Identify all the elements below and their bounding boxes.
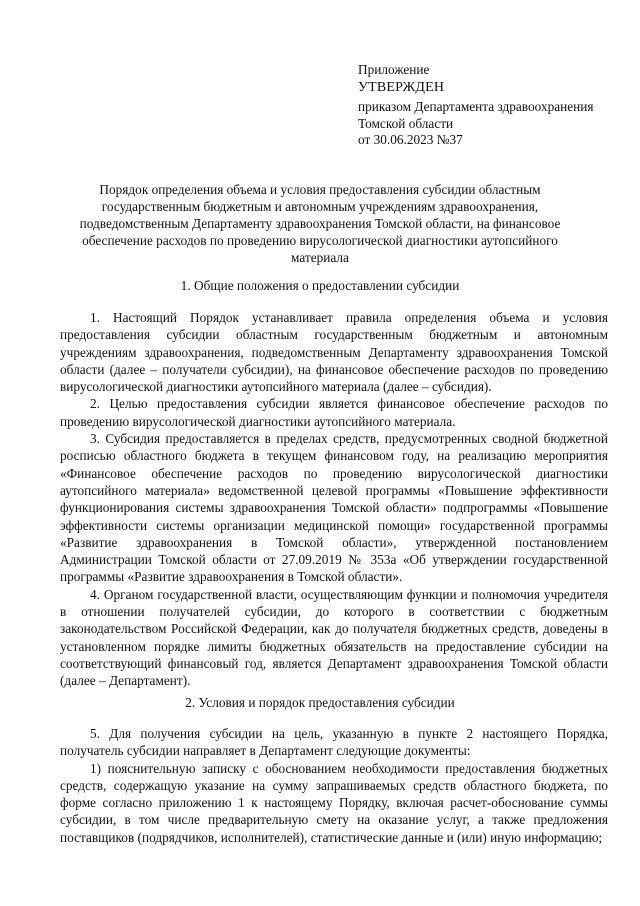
section-2-body	[60, 725, 608, 846]
section-1-heading: 1. Общие положения о предоставлении субсидии	[180, 278, 460, 293]
paragraph-2: 2. Целью предоставления субсидии является финансовое обеспечение расходов по проведению вирусологической диагностики аутопсийного материала.	[60, 396, 608, 429]
appendix-label: Приложение	[358, 62, 430, 77]
paragraph-5-item-1: 1) пояснительную записку с обоснованием необходимости предоставления бюджетных средств, содержащую указание на сумму запрашиваемых средств областного бюджета, по форме согласно приложению 1 к настоящему Порядку, включая расчет-обоснование суммы субсидии, в том числе предварительную смету на оказание услуг, а также предложения поставщиков (подрядчиков, исполнителей), статистические данные и (или) иную информацию;	[60, 760, 608, 845]
paragraph-3: 3. Субсидия предоставляется в пределах средств, предусмотренных сводной бюджетной росписью областного бюджета в текущем финансовом году, на реализацию мероприятия «Финансовое обеспечение расходов по проведению вирусологической диагностики аутопсийного материала» ведомственной целевой программы «Повышение эффективности функционирования системы здравоохранения Томской области» подпрограммы «Повышение эффективности системы организации медицинской помощи» государственной программы «Развитие здравоохранения в Томской области», утвержденной постановлением Администрации Томской области от 27.09.2019 № 353а «Об утверждении государственной программы «Развитие здравоохранения в Томской области».	[60, 431, 608, 585]
region-line: Томской области	[358, 115, 454, 131]
order-line: приказом Департамента здравоохранения	[358, 99, 594, 115]
paragraph-1: 1. Настоящий Порядок устанавливает правила определения объема и условия предоставления субсидии областным государственным бюджетным и автономным учреждениям здравоохранения, подведомственным Департаменту здравоохранения Томской области (далее – получатели субсидии), на финансовое обеспечение расходов по проведению вирусологической диагностики аутопсийного материала (далее – субсидия).	[60, 310, 608, 395]
approval-stamp	[358, 62, 628, 149]
document-title: Порядок определения объема и условия предоставления субсидии областным государственным бюджетным и автономным учреждениям здравоохранения, подведомственным Департаменту здравоохранения Томской области, на финансовое обеспечение расходов по проведению вирусологической диагностики аутопсийного материала	[79, 182, 561, 265]
section-2-heading: 2. Условия и порядок предоставления субсидии	[185, 695, 455, 710]
paragraph-4: 4. Органом государственной власти, осуществляющим функции и полномочия учредителя в отношении получателей субсидии, до которого в соответствии с бюджетным законодательством Российской Федерации, как до получателя бюджетных средств, доведены в установленном порядке лимиты бюджетных обязательств на предоставление субсидии на соответствующий финансовый год, является Департамент здравоохранения Томской области (далее – Департамент).	[60, 586, 608, 689]
paragraph-5: 5. Для получения субсидии на цель, указанную в пункте 2 настоящего Порядка, получатель субсидии направляет в Департамент следующие документы:	[60, 726, 608, 759]
order-date-line: от 30.06.2023 №37	[358, 132, 463, 148]
section-1-body	[60, 309, 608, 690]
approved-label: УТВЕРЖДЕН	[358, 79, 445, 95]
